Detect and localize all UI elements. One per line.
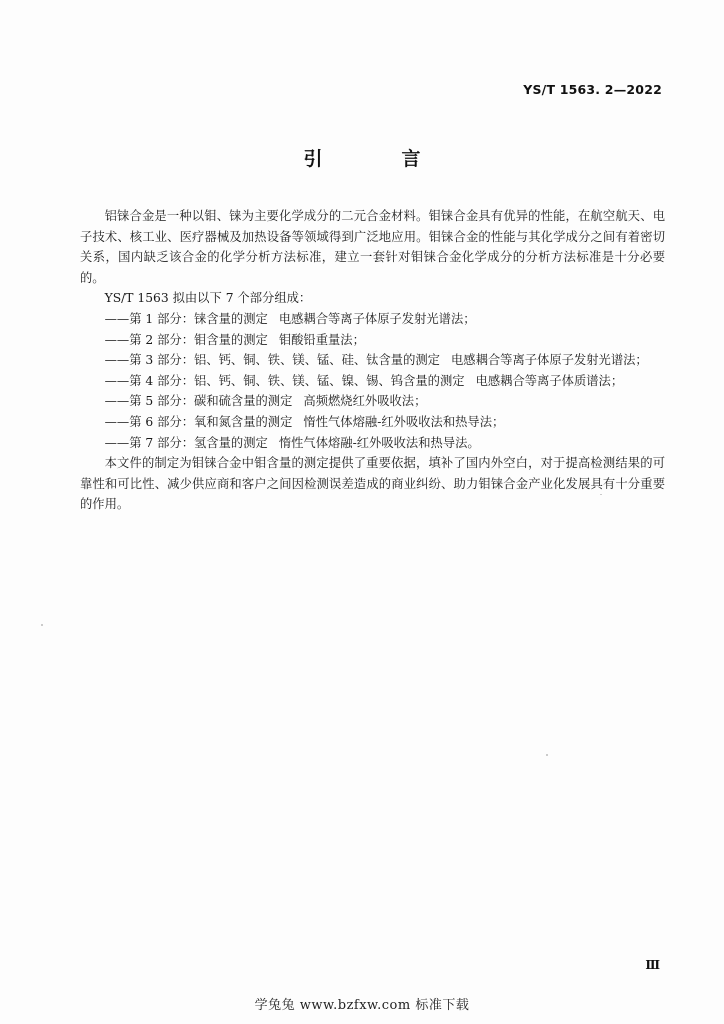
- list-item: [80, 309, 665, 330]
- part-method: 惰性气体熔融-红外吸收法和热导法；: [303, 414, 505, 429]
- part-method: 高频燃烧红外吸收法；: [303, 394, 427, 409]
- list-item: [80, 433, 665, 454]
- list-item: [80, 330, 665, 351]
- scan-speck: [600, 494, 602, 495]
- part-label: ——第 5 部分：碳和硫含量的测定: [104, 394, 293, 409]
- standard-code: YS/T 1563. 2—2022: [523, 82, 662, 97]
- part-label: ——第 1 部分：铼含量的测定: [104, 311, 268, 326]
- scan-speck: [41, 624, 43, 626]
- part-label: ——第 6 部分：氧和氮含量的测定: [104, 414, 293, 429]
- list-item: [80, 391, 665, 412]
- page-title: 引 言: [303, 148, 451, 170]
- part-label: ——第 3 部分：铝、钙、铜、铁、镁、锰、硅、钛含量的测定: [104, 353, 440, 368]
- footer-watermark: 学兔兔 www.bzfxw.com 标准下载: [254, 998, 470, 1013]
- parts-list: [80, 309, 665, 453]
- closing-paragraph: 本文件的制定为钼铼合金中钼含量的测定提供了重要依据，填补了国内外空白，对于提高检测结果的可靠性和可比性、减少供应商和客户之间因检测误差造成的商业纠纷、助力钼铼合金产业化发展具有十分重要的作用。: [80, 456, 665, 512]
- scan-speck: [546, 754, 548, 756]
- part-method: 电感耦合等离子体原子发射光谱法；: [450, 353, 648, 368]
- part-method: 钼酸铅重量法；: [278, 332, 365, 347]
- part-method: 惰性气体熔融-红外吸收法和热导法。: [278, 435, 480, 450]
- page-number: Ⅲ: [645, 958, 660, 972]
- part-method: 电感耦合等离子体质谱法；: [475, 373, 624, 388]
- list-item: [80, 371, 665, 392]
- part-label: ——第 2 部分：钼含量的测定: [104, 332, 268, 347]
- list-item: [80, 350, 665, 371]
- parts-intro: YS/T 1563 拟由以下 7 个部分组成：: [104, 291, 312, 306]
- part-method: 电感耦合等离子体原子发射光谱法；: [278, 311, 476, 326]
- part-label: ——第 4 部分：铝、钙、铜、铁、镁、锰、镍、锡、钨含量的测定: [104, 373, 465, 388]
- list-item: [80, 412, 665, 433]
- part-label: ——第 7 部分：氢含量的测定: [104, 435, 268, 450]
- body-text: [80, 206, 665, 515]
- intro-paragraph: 铝铼合金是一种以钼、铼为主要化学成分的二元合金材料。钼铼合金具有优异的性能，在航空航天、电子技术、核工业、医疗器械及加热设备等领域得到广泛地应用。钼铼合金的性能与其化学成分之间有着密切关系，国内缺乏该合金的化学分析方法标准，建立一套针对钼铼合金化学成分的分析方法标准是十分必要的。: [80, 209, 665, 285]
